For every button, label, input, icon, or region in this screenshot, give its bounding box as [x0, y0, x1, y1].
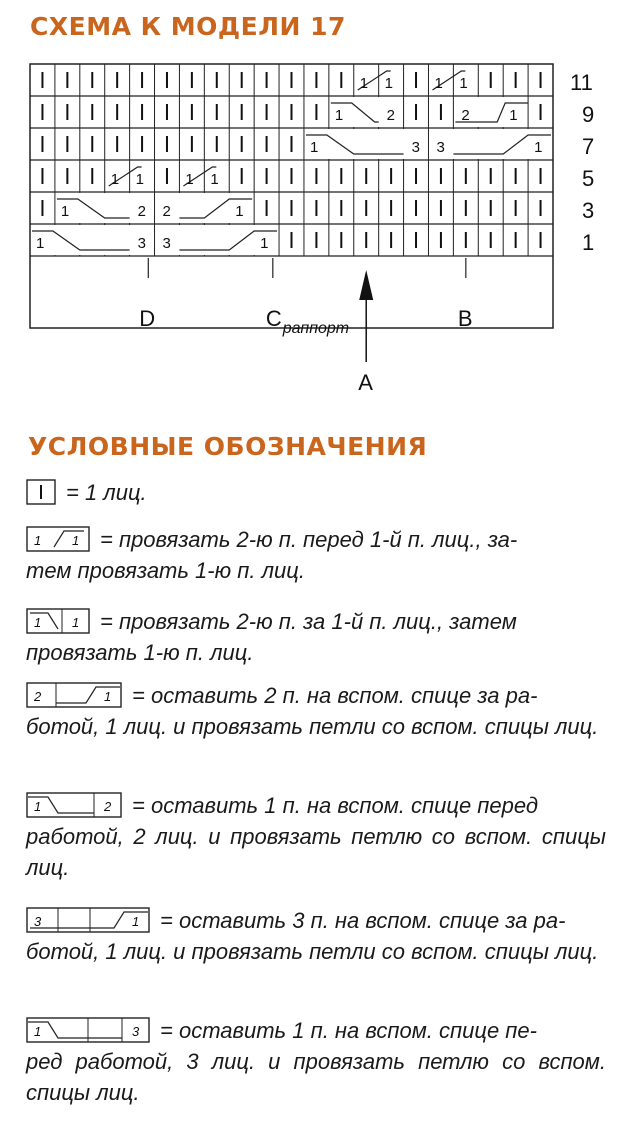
cell-number: 3	[162, 235, 171, 252]
legend-first-line-text: = 1 лиц.	[66, 480, 147, 505]
symbol-number: 3	[34, 914, 42, 929]
knitting-chart	[0, 0, 620, 400]
legend-first-line-text: = оставить 2 п. на вспом. спице за ра-	[132, 683, 538, 708]
legend-continuation-text: ботой, 1 лиц. и провязать петли со вспом. спицы лиц.	[26, 714, 599, 739]
cell-number: 1	[135, 171, 144, 188]
symbol-number: 1	[104, 689, 112, 704]
marker-c: C	[265, 306, 282, 331]
symbol-number: 1	[34, 533, 42, 548]
legend-first-line-text: = провязать 2-ю п. перед 1-й п. лиц., за-	[100, 527, 518, 552]
symbol-number: 1	[34, 615, 42, 630]
symbol-number: 3	[132, 1024, 140, 1039]
repeat-label: раппорт	[282, 320, 350, 337]
legend-line-first	[26, 609, 517, 634]
legend-line-first	[26, 527, 517, 552]
legend-symbol-knit	[26, 479, 56, 505]
cell-number: 1	[309, 139, 319, 156]
cell-number: 1	[459, 75, 468, 92]
row-number: 7	[582, 134, 595, 159]
row-number: 11	[570, 70, 593, 95]
legend-entry	[26, 790, 606, 883]
legend-line-first	[26, 793, 538, 818]
legend-description	[26, 477, 606, 508]
cell-number: 1	[110, 171, 120, 188]
cell-number: 1	[509, 107, 518, 124]
cell-number: 2	[461, 107, 470, 124]
legend-description	[26, 606, 606, 668]
legend-entry	[26, 524, 606, 586]
cell-number: 1	[185, 171, 194, 188]
legend-entry	[26, 477, 606, 508]
cell-number: 3	[137, 235, 146, 252]
cell-number: 2	[162, 203, 171, 220]
legend-continuation-text: ботой, 1 лиц. и провязать петли со вспом. спицы лиц.	[26, 939, 599, 964]
symbol-number: 1	[132, 914, 140, 929]
legend-first-line-text: = оставить 3 п. на вспом. спице за ра-	[160, 908, 566, 933]
legend-continuation-text: провязать 1-ю п. лиц.	[26, 640, 254, 665]
legend-first-line-text: = оставить 1 п. на вспом. спице пе-	[160, 1018, 537, 1043]
legend-entry	[26, 606, 606, 668]
legend-symbol-cross-left	[26, 608, 90, 634]
marker-d: D	[139, 306, 156, 331]
symbol-number: 2	[34, 689, 42, 704]
symbol-number: 1	[34, 1024, 42, 1039]
legend-description	[26, 790, 606, 883]
legend-first-line-text: = оставить 1 п. на вспом. спице перед	[132, 793, 539, 818]
legend-description	[26, 905, 606, 967]
symbol-number: 1	[72, 533, 80, 548]
legend-description	[26, 1015, 606, 1108]
cell-number: 2	[137, 203, 146, 220]
cell-number: 1	[384, 75, 394, 92]
cell-number: 1	[434, 75, 443, 92]
row-number: 1	[582, 230, 595, 255]
cell-number: 1	[334, 107, 344, 124]
marker-b: B	[457, 306, 473, 331]
legend-line-first	[26, 480, 147, 505]
legend-continuation-text: тем провязать 1-ю п. лиц.	[26, 558, 305, 583]
legend-symbol-2-behind-1	[26, 682, 122, 708]
legend-symbol-1-front-2	[26, 792, 122, 818]
row-number: 9	[582, 102, 595, 127]
legend-line-first	[26, 908, 565, 933]
cell-number: 3	[411, 139, 420, 156]
legend-title: УСЛОВНЫЕ ОБОЗНАЧЕНИЯ	[28, 432, 428, 461]
row-number: 5	[582, 166, 595, 191]
chart-title: СХЕМА К МОДЕЛИ 17	[30, 12, 346, 41]
row-number: 3	[582, 198, 595, 223]
cell-number: 1	[210, 171, 219, 188]
cell-number: 1	[260, 235, 269, 252]
arrow-a-head	[359, 270, 373, 300]
legend-line-first	[26, 683, 537, 708]
legend-first-line-text: = провязать 2-ю п. за 1-й п. лиц., затем	[100, 609, 517, 634]
legend-description	[26, 524, 606, 586]
legend-symbol-1-front-3	[26, 1017, 150, 1043]
legend-description	[26, 680, 606, 742]
legend-entry	[26, 1015, 606, 1108]
legend-line-first	[26, 1018, 537, 1043]
cell-number: 2	[386, 107, 396, 124]
legend-continuation-text: ред работой, 3 лиц. и провязать петлю со вспом. спицы лиц.	[26, 1049, 606, 1105]
symbol-number: 1	[34, 799, 42, 814]
legend-symbol-3-behind-1	[26, 907, 150, 933]
symbol-number: 2	[104, 799, 112, 814]
marker-a: A	[358, 370, 373, 395]
cell-number: 1	[534, 139, 543, 156]
cell-number: 1	[359, 75, 369, 92]
symbol-number: 1	[72, 615, 80, 630]
legend-entry	[26, 680, 606, 742]
cell-number: 1	[235, 203, 244, 220]
legend-continuation-text: работой, 2 лиц. и провязать петлю со вспом. спицы лиц.	[26, 824, 606, 880]
cell-number: 3	[436, 139, 445, 156]
cell-number: 1	[60, 203, 70, 220]
cell-number: 1	[36, 235, 45, 252]
legend-symbol-cross-right	[26, 526, 90, 552]
legend-entry	[26, 905, 606, 967]
